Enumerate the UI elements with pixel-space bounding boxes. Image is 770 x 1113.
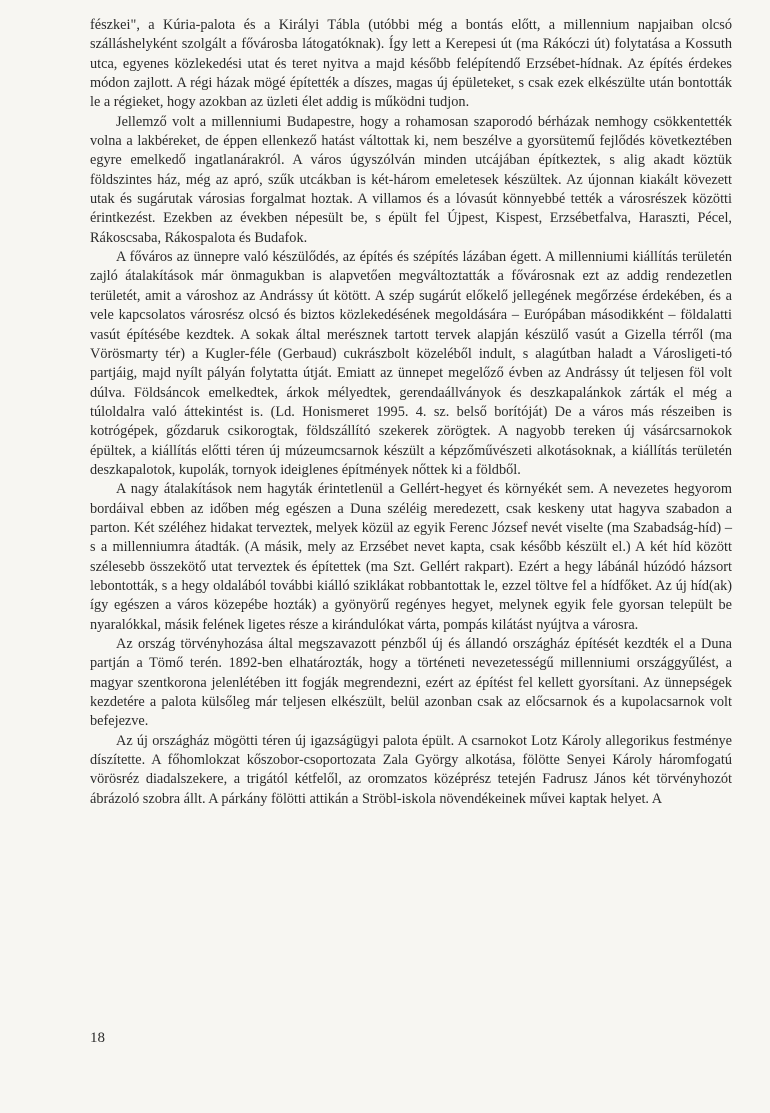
paragraph-4: A nagy átalakítások nem hagyták érintetlenül a Gellért-hegyet és környékét sem. A nevezetes hegyorom bordáival ebben az időben még egészen a Duna széléig meredezett, csak keskeny utat hagyva szabadon a parton. Két széléhez hidakat terveztek, melyek közül az egyik Ferenc József nevét viselte (ma Szabadság-híd) – s a millenniumra átadták. (A másik, mely az Erzsébet nevet kapta, csak később készült el.) A két híd között szélesebb összekötő utat terveztek és építettek (ma Szt. Gellért rakpart). Ezért a hegy lábánál húzódó házsort lebontották, s a hegy oldalából további kiálló sziklákat robbantottak le, ezzel töltve fel a hídfőket. Az új híd(ak) így egészen a város közepébe hozták) a gyönyörű regényes hegyet, melynek egyik fele gyorsan települt be nyaralókkal, másik felének ligetes része a kirándulókat várta, pompás kilátást nyújtva a városra. [90,481,732,633]
paragraph-1: fészkei", a Kúria-palota és a Királyi Tábla (utóbbi még a bontás előtt, a millennium napjaiban olcsó szálláshelyként szolgált a fővárosba látogatóknak). Így lett a Kerepesi út (ma Rákóczi út) folytatása a Kossuth utca, egyenes közlekedési utat és teret nyitva a majd később felépítendő Erzsébet-hídnak. Az építés érdekes módon zajlott. A régi házak mögé építették a díszes, magas új épületeket, s csak ezek elkészülte után bontották le a régieket, hogy azokban az üzleti élet addig is működni tudjon. [90,17,732,111]
paragraph-3: A főváros az ünnepre való készülődés, az építés és szépítés lázában égett. A millenniumi kiállítás területén zajló átalakítások már önmagukban is alapvetően megváltoztatták a fővárosnak ezt az addig rendezetlen területét, amit a városhoz az Andrássy út kötött. A szép sugárút előkelő jellegének megőrzése érdekében, és a vele kapcsolatos városrész olcsó és biztos közlekedésének megoldására – Európában másodikként – földalatti vasút építésébe kezdtek. A sokak által merésznek tartott tervek alapján készülő vasút a Gizella térről (ma Vörösmarty tér) a Kugler-féle (Gerbaud) cukrászbolt közeléből indult, s alagútban haladt a Városligeti-tó partjáig, majd nyílt pályán folytatta útját. Emiatt az ünnepet megelőző évben az Andrássy út teljesen föl volt dúlva. Földsáncok emelkedtek, árkok mélyedtek, gerendaállványok és deszkapalánkok zárták el még a túloldalra való áttekintést is. (Ld. Honismeret 1995. 4. sz. belső borítóját) De a város más részeiben is kotrógépek, gőzdaruk csikorogtak, földszállító szekerek zörögtek. A nagyobb tereken új vásárcsarnokok épültek, a kiállítás előtti téren új múzeumcsarnok készült a képzőművészeti alkotásoknak, a kiállítás területén deszkapalotok, kupolák, tornyok ideiglenes építmények nőttek ki a földből. [90,249,732,478]
paragraph-6: Az új országház mögötti téren új igazságügyi palota épült. A csarnokot Lotz Károly allegorikus festménye díszítette. A főhomlokzat kőszobor-csoportozata Zala György alkotása, fölötte Senyei Károly háromfogatú vörösréz diadalszekere, a trigától kétfelől, az oromzatos középrész tetején Fadrusz János két törvényhozót ábrázoló szobra állt. A párkány fölötti attikán a Ströbl-iskola növendékeinek művei kaptak helyet. A [90,732,732,807]
page-number: 18 [90,1030,105,1046]
paragraph-2: Jellemző volt a millenniumi Budapestre, hogy a rohamosan szaporodó bérházak nemhogy csökkentették volna a lakbéreket, de éppen ellenkező hatást váltottak ki, nem beszélve a gyorsütemű fejlődés következtében egyre emelkedő ingatlanárakról. A város úgyszólván minden utcájában építkeztek, s alig akadt köztük földszintes ház, még az apró, szűk utcákban is két-három emeletesek készültek. Az újonnan kiakált kövezett utak és sugárutak városias forgalmat hoztak. A villamos és a lóvasút könnyebbé tették a városrészek közötti érintkezést. Ezekben az években népesült be, s épült fel Újpest, Kispest, Erzsébetfalva, Haraszti, Pécel, Rákoscsaba, Rákospalota és Budafok. [90,113,732,246]
body-text [90,16,732,809]
paragraph-5: Az ország törvényhozása által megszavazott pénzből új és állandó országház építését kezdték el a Duna partján a Tömő terén. 1892-ben elhatározták, hogy a történeti nevezetességű millenniumi országgyűlést, a magyar szentkorona jelenlétében itt fogják megrendezni, ezért az építést fel kellett gyorsítani. Az ünnepségek kezdetére a palota külsőleg már teljesen elkészült, belül azonban csak az előcsarnok és a kupolacsarnok volt befejezve. [90,636,732,730]
